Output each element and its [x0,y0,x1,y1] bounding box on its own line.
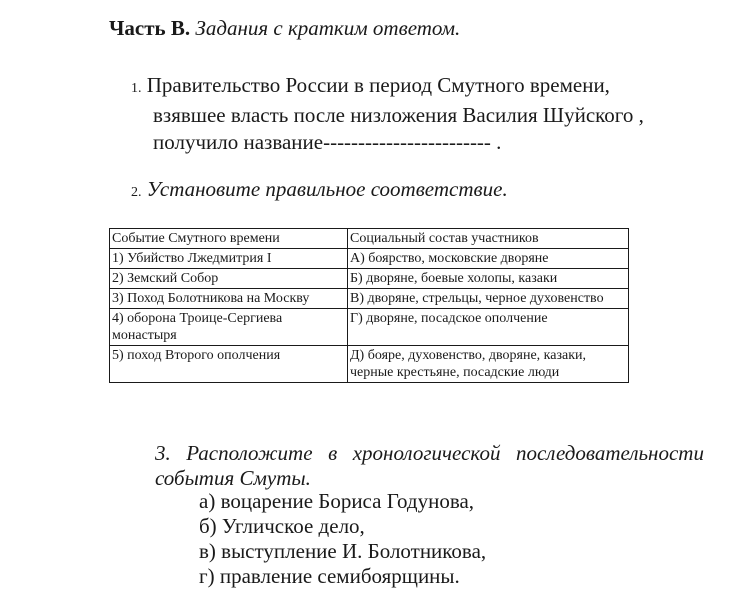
table-cell: Б) дворяне, боевые холопы, казаки [348,269,629,289]
table-header-cell: Социальный состав участников [348,229,629,249]
table-row [110,309,629,346]
table-row [110,269,629,289]
question-3-word: Расположите [186,441,313,465]
question-1-line-3: получило название------------------------ . [153,130,502,154]
table-cell: 5) поход Второго ополчения [110,346,348,383]
question-3-line-1 [155,441,704,466]
question-3-line-2: события Смуты. [155,466,311,490]
table-cell: 4) оборона Троице-Сергиева монастыря [110,309,348,346]
list-item: г) правление семибоярщины. [199,564,460,588]
section-heading-italic: Задания с кратким ответом. [195,16,461,40]
table-row [110,289,629,309]
table-cell: Г) дворяне, посадское ополчение [348,309,629,346]
question-3-word: 3. [155,441,171,465]
section-heading [109,16,460,41]
list-item: в) выступление И. Болотникова, [199,539,487,563]
list-item: б) Угличское дело, [199,514,365,538]
question-3-word: в [328,441,338,465]
question-1-number: 1. [131,81,142,96]
table-row [110,346,629,383]
list-item: а) воцарение Бориса Годунова, [199,489,475,513]
table-cell: Д) бояре, духовенство, дворяне, казаки, черные крестьяне, посадские люди [348,346,629,383]
table-cell: 2) Земский Собор [110,269,348,289]
question-3-word: хронологической [352,441,501,465]
question-1-line-2: взявшее власть после низложения Василия Шуйского , [153,103,644,127]
matching-table [109,228,629,383]
table-header-cell: Событие Смутного времени [110,229,348,249]
section-heading-bold: Часть В. [109,16,191,40]
question-1 [131,72,644,156]
question-1-line-1: Правительство России в период Смутного времени, [146,73,610,97]
table-cell: А) боярство, московские дворяне [348,249,629,269]
question-3 [155,441,704,491]
question-2-text: Установите правильное соответствие. [146,177,508,201]
question-3-word: последовательности [515,441,704,465]
question-2-number: 2. [131,185,142,200]
table-cell: 3) Поход Болотникова на Москву [110,289,348,309]
table-header-row [110,229,629,249]
question-3-items [199,489,486,589]
table-cell: 1) Убийство Лжедмитрия I [110,249,348,269]
question-2 [131,177,508,202]
table-cell: В) дворяне, стрельцы, черное духовенство [348,289,629,309]
table-row [110,249,629,269]
